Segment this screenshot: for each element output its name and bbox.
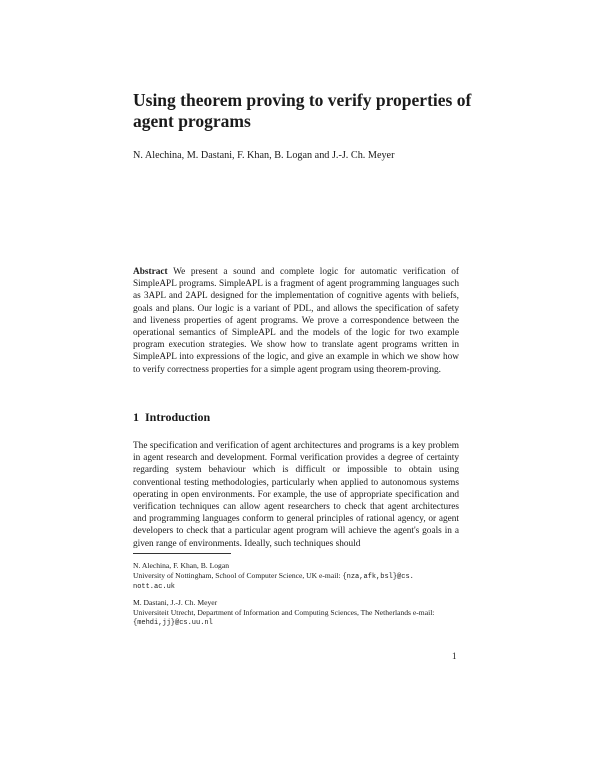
- author-list: N. Alechina, M. Dastani, F. Khan, B. Logan and J.-J. Ch. Meyer: [133, 150, 395, 161]
- footnote-email: {mehdi,jj}@cs.uu.nl: [133, 619, 213, 627]
- section-title: Introduction: [145, 410, 211, 424]
- footnote-email: {nza,afk,bsl}@cs.: [342, 573, 414, 581]
- footnote-nottingham: [133, 561, 463, 592]
- footnote-affiliation: Universiteit Utrecht, Department of Information and Computing Sciences, The Netherlands e-mail:: [133, 608, 435, 617]
- footnote-utrecht: [133, 598, 463, 628]
- paper-title: Using theorem proving to verify properties of agent programs: [133, 90, 472, 131]
- section-number: 1: [133, 410, 139, 424]
- footnote-divider: [133, 553, 231, 554]
- abstract-label: Abstract: [133, 267, 168, 277]
- abstract: [133, 266, 459, 376]
- section-heading: [133, 410, 459, 425]
- footnotes: [133, 561, 463, 634]
- footnote-names: N. Alechina, F. Khan, B. Logan: [133, 561, 229, 570]
- abstract-text: We present a sound and complete logic for automatic verification of SimpleAPL programs. SimpleAPL is a fragment of agent programming languages such as 3APL and 2APL designed for the implementation of cognitive agents with beliefs, goals and plans. Our logic is a variant of PDL, and allows the specification of safety and liveness properties of agent programs. We prove a correspondence between the operational semantics of SimpleAPL and the models of the logic for two example program execution strategies. We show how to translate agent programs written in SimpleAPL into expressions of the logic, and give an example in which we show how to verify correctness properties for a simple agent program using theorem-proving.: [133, 267, 460, 375]
- footnote-names: M. Dastani, J.-J. Ch. Meyer: [133, 598, 218, 607]
- introduction-text: The specification and verification of agent architectures and programs is a key problem in agent research and development. Formal verification provides a degree of certainty regarding system behaviour which is difficult or impossible to obtain using conventional testing methodologies, particularly when applied to autonomous systems operating in open environments. For example, the use of appropriate specification and verification techniques can allow agent researchers to check that agent architectures and programming languages conform to general principles of rational agency, or agent developers to check that a particular agent program will achieve the agent's goals in a given range of environments. Ideally, such techniques should: [133, 441, 459, 549]
- page-number: 1: [452, 651, 457, 661]
- footnote-affiliation: University of Nottingham, School of Computer Science, UK e-mail: {nza,afk,bsl}@cs.: [133, 571, 414, 581]
- footnote-email-domain: nott.ac.uk: [133, 583, 176, 591]
